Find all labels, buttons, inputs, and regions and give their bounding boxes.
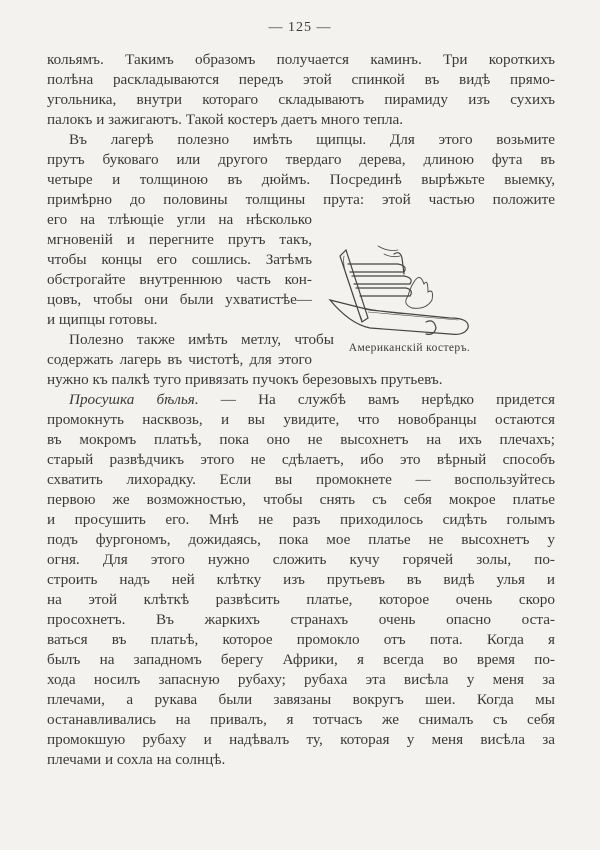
text-line bbox=[47, 510, 555, 530]
text-line bbox=[47, 710, 555, 730]
line-text: его на тлѣющіе угли на нѣсколько bbox=[47, 211, 312, 228]
text-line bbox=[47, 650, 555, 670]
text-line bbox=[47, 70, 555, 90]
text-line bbox=[47, 250, 312, 270]
line-text: и просушить его. Мнѣ не разъ приходилось сидѣть голымъ bbox=[47, 511, 555, 528]
line-text: просохнетъ. Въ жаркихъ странахъ очень опасно оста- bbox=[47, 611, 555, 628]
line-text: подъ фургономъ, дожидаясь, пока мое платье не высохнетъ у bbox=[47, 531, 555, 548]
line-text: — На службѣ вамъ нерѣдко придется bbox=[198, 391, 555, 408]
text-line bbox=[47, 430, 555, 450]
line-text: мгновеній и перегните прутъ такъ, bbox=[47, 231, 312, 248]
line-text: останавливались на привалъ, я тотчасъ же снималъ съ себя bbox=[47, 711, 555, 728]
line-text: цовъ, чтобы они были ухватистѣе— bbox=[47, 291, 312, 308]
line-text: схватить лихорадку. Если вы промокнете — воспользуйтесь bbox=[47, 471, 555, 488]
text-line bbox=[47, 290, 312, 310]
page-number: — 125 — bbox=[268, 20, 332, 35]
section-heading-line bbox=[47, 390, 555, 410]
text-line bbox=[47, 690, 555, 710]
section-title: Просушка бѣлья. bbox=[69, 391, 199, 408]
text-line bbox=[47, 730, 555, 750]
line-text: плечами, а рукава были завязаны вокругъ шеи. Когда мы bbox=[47, 691, 555, 708]
line-text: примѣрно до половины толщины прута: этой частью положите bbox=[47, 191, 555, 208]
line-text: ваться въ платьѣ, которое промокло отъ пота. Когда я bbox=[47, 631, 555, 648]
campfire-illustration-icon bbox=[318, 242, 488, 340]
text-line bbox=[47, 470, 555, 490]
text-line bbox=[47, 570, 555, 590]
text-line bbox=[47, 130, 555, 150]
text-line bbox=[47, 490, 555, 510]
text-line bbox=[47, 450, 555, 470]
line-text: промокнуть насквозь, и вы увидите, что новобранцы остаются bbox=[47, 411, 555, 428]
line-text: плечами и сохла на солнцѣ. bbox=[47, 751, 226, 768]
line-text: нужно къ палкѣ туго привязать пучокъ березовыхъ прутьевъ. bbox=[47, 371, 443, 388]
text-line bbox=[47, 750, 555, 770]
line-text: содержать лагерь въ чистотѣ, для этого bbox=[47, 351, 312, 368]
text-line bbox=[47, 410, 555, 430]
text-line bbox=[47, 90, 555, 110]
line-text: угольника, внутри котораго складываютъ пирамиду изъ сухихъ bbox=[47, 91, 555, 108]
text-line bbox=[47, 150, 555, 170]
figure-caption: Американскій костеръ. bbox=[348, 342, 471, 354]
text-line bbox=[47, 270, 312, 290]
line-text: чтобы концы его сошлись. Затѣмъ bbox=[47, 251, 312, 268]
line-text: былъ на западномъ берегу Африки, я всегда во время по- bbox=[47, 651, 555, 668]
text-line bbox=[47, 310, 312, 330]
line-text: палокъ и зажигаютъ. Такой костеръ даетъ много тепла. bbox=[47, 111, 404, 128]
line-text: въ мокромъ платьѣ, пока оно не высохнетъ на ихъ плечахъ; bbox=[47, 431, 555, 448]
text-line bbox=[47, 350, 312, 370]
text-line bbox=[47, 590, 555, 610]
line-text: полѣна раскладываются передъ этой спинкой въ видѣ прямо- bbox=[47, 71, 555, 88]
text-line bbox=[47, 330, 334, 350]
line-text: хода носилъ запасную рубаху; рубаха эта висѣла у меня за bbox=[47, 671, 555, 688]
text-line bbox=[47, 170, 555, 190]
text-line bbox=[47, 370, 555, 390]
line-text: прутъ буковаго или другого твердаго дерева, длиною фута въ bbox=[47, 151, 555, 168]
text-line bbox=[47, 110, 555, 130]
text-line bbox=[47, 630, 555, 650]
text-line bbox=[47, 670, 555, 690]
line-text: строить надъ ней клѣтку изъ прутьевъ въ видѣ улья и bbox=[47, 571, 555, 588]
line-text: старый развѣдчикъ этого не сдѣлаетъ, ибо это вѣрный способъ bbox=[47, 451, 555, 468]
text-line bbox=[47, 530, 555, 550]
text-line bbox=[47, 610, 555, 630]
line-text: на этой клѣткѣ развѣсить платье, которое очень скоро bbox=[47, 591, 555, 608]
line-text: кольямъ. Такимъ образомъ получается каминъ. Три короткихъ bbox=[47, 51, 555, 68]
line-text: первою же возможностью, чтобы снять съ себя мокрое платье bbox=[47, 491, 555, 508]
line-text: Полезно также имѣть метлу, чтобы bbox=[69, 331, 334, 348]
line-text: и щипцы готовы. bbox=[47, 311, 158, 328]
line-text: промокшую рубаху и надѣвалъ ту, которая у меня висѣла за bbox=[47, 731, 555, 748]
text-line bbox=[47, 230, 312, 250]
text-line bbox=[47, 550, 555, 570]
text-line bbox=[47, 210, 312, 230]
body-text bbox=[47, 50, 555, 770]
line-text: обстрогайте внутреннюю часть кон- bbox=[47, 271, 312, 288]
text-line bbox=[47, 190, 555, 210]
line-text: четыре и толщиною въ дюймъ. Посрединѣ вырѣжьте выемку, bbox=[47, 171, 555, 188]
text-line bbox=[47, 50, 555, 70]
line-text: огня. Для этого нужно сложить кучу горячей золы, по- bbox=[47, 551, 555, 568]
line-text: Въ лагерѣ полезно имѣть щипцы. Для этого возьмите bbox=[69, 131, 555, 148]
